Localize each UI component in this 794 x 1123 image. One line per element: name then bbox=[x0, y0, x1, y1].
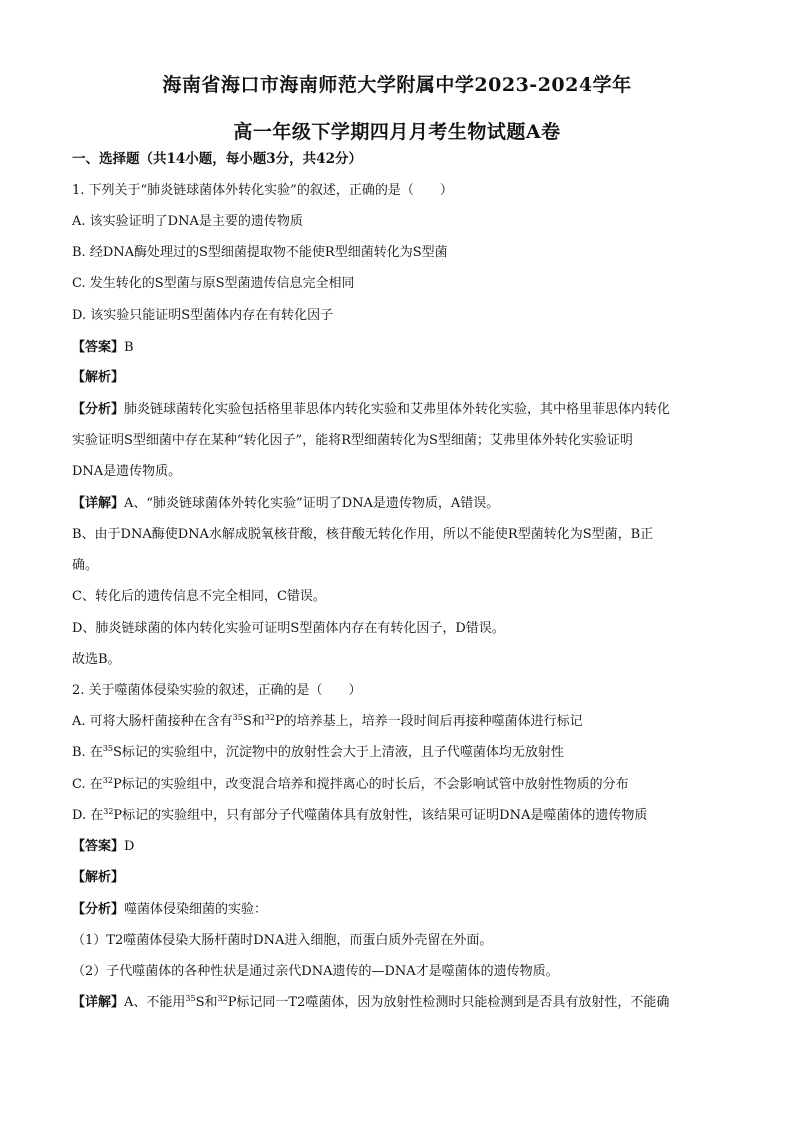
question-2-fenxi-line-3: （2）子代噬菌体的各种性状是通过亲代DNA遗传的—DNA才是噬菌体的遗传物质。 bbox=[72, 964, 559, 979]
question-1-option-b: B. 经DNA酶处理过的S型细菌提取物不能使R型细菌转化为S型菌 bbox=[72, 245, 448, 260]
question-2-option-d bbox=[72, 808, 732, 824]
text-run: P标记的实验组中，只有部分子代噬菌体具有放射性，该结果可证明DNA是噬菌体的遗传物质 bbox=[113, 808, 648, 823]
question-2-answer bbox=[72, 839, 732, 855]
question-1-answer bbox=[72, 340, 732, 356]
text-run: B. 在 bbox=[72, 745, 103, 760]
xiangjie-tag: 【详解】 bbox=[72, 496, 125, 511]
text-run: P的培养基上，培养一段时间后再接种噬菌体进行标记 bbox=[274, 714, 583, 729]
text-run: A. 可将大肠杆菌接种在含有 bbox=[72, 714, 233, 729]
answer-value: D bbox=[124, 839, 135, 854]
text-run: S和 bbox=[195, 995, 218, 1010]
question-2-option-a bbox=[72, 714, 732, 730]
question-1-fenxi-line-1 bbox=[72, 402, 732, 418]
question-1-detail-c: C、转化后的遗传信息不完全相同，C错误。 bbox=[72, 589, 326, 604]
fenxi-text: 噬菌体侵染细菌的实验： bbox=[124, 902, 268, 917]
text-run: C. 在 bbox=[72, 777, 103, 792]
question-2-fenxi-line-1 bbox=[72, 902, 732, 918]
fenxi-tag: 【分析】 bbox=[72, 902, 125, 917]
answer-value: B bbox=[124, 340, 134, 355]
question-1-stem: 1. 下列关于“肺炎链球菌体外转化实验”的叙述，正确的是（ ） bbox=[72, 183, 453, 198]
text-run: P标记同一T2噬菌体，因为放射性检测时只能检测到是否具有放射性，不能确 bbox=[227, 995, 670, 1010]
document-title-line-1: 海南省海口市海南师范大学附属中学2023-2024学年 bbox=[162, 74, 632, 96]
text-run: S标记的实验组中，沉淀物中的放射性会大于上清液，且子代噬菌体均无放射性 bbox=[113, 745, 564, 760]
question-2-option-c bbox=[72, 777, 732, 793]
question-1-analysis-tag: 【解析】 bbox=[72, 370, 125, 385]
text-run: P标记的实验组中，改变混合培养和搅拌离心的时长后，不会影响试管中放射性物质的分布 bbox=[112, 777, 629, 792]
question-2-detail-a bbox=[72, 995, 732, 1011]
superscript: 32 bbox=[264, 713, 275, 722]
text-run: S和 bbox=[242, 714, 265, 729]
section-heading: 一、选择题（共14小题，每小题3分，共42分） bbox=[72, 151, 362, 167]
xiangjie-tag: 【详解】 bbox=[72, 995, 125, 1010]
fenxi-tag: 【分析】 bbox=[72, 402, 125, 417]
question-1-fenxi-line-3: DNA是遗传物质。 bbox=[72, 464, 182, 479]
text-run: D. 在 bbox=[72, 808, 104, 823]
superscript: 32 bbox=[102, 776, 113, 785]
answer-tag: 【答案】 bbox=[72, 340, 125, 355]
question-2-stem: 2. 关于噬菌体侵染实验的叙述，正确的是（ ） bbox=[72, 683, 362, 698]
superscript: 35 bbox=[185, 994, 196, 1003]
superscript: 32 bbox=[217, 994, 228, 1003]
superscript: 35 bbox=[232, 713, 243, 722]
question-2-option-b bbox=[72, 745, 732, 761]
question-1-detail-b-line-2: 确。 bbox=[72, 558, 99, 573]
question-2-analysis-tag: 【解析】 bbox=[72, 870, 125, 885]
question-1-detail-a bbox=[72, 496, 732, 512]
question-2-fenxi-line-2: （1）T2噬菌体侵染大肠杆菌时DNA进入细胞，而蛋白质外壳留在外面。 bbox=[72, 933, 493, 948]
detail-text: A、“肺炎链球菌体外转化实验”证明了DNA是遗传物质，A错误。 bbox=[124, 496, 500, 511]
document-title-line-2: 高一年级下学期四月月考生物试题A卷 bbox=[233, 121, 561, 143]
fenxi-text: 肺炎链球菌转化实验包括格里菲思体内转化实验和艾弗里体外转化实验，其中格里菲思体内转化 bbox=[124, 402, 671, 417]
text-run: A、不能用 bbox=[124, 995, 186, 1010]
question-1-detail-b-line-1: B、由于DNA酶使DNA水解成脱氧核苷酸，核苷酸无转化作用，所以不能使R型菌转化为S型菌，B正 bbox=[72, 527, 654, 542]
question-1-option-c: C. 发生转化的S型菌与原S型菌遗传信息完全相同 bbox=[72, 276, 355, 291]
superscript: 35 bbox=[102, 744, 114, 753]
question-1-option-d: D. 该实验只能证明S型菌体内存在有转化因子 bbox=[72, 308, 334, 323]
superscript: 32 bbox=[103, 807, 114, 816]
answer-tag: 【答案】 bbox=[72, 839, 125, 854]
question-1-detail-d: D、肺炎链球菌的体内转化实验可证明S型菌体内存在有转化因子，D错误。 bbox=[72, 621, 505, 636]
question-1-fenxi-line-2: 实验证明S型细菌中存在某种“转化因子”，能将R型细菌转化为S型细菌；艾弗里体外转化实验证明 bbox=[72, 433, 633, 448]
question-1-option-a: A. 该实验证明了DNA是主要的遗传物质 bbox=[72, 214, 303, 229]
question-1-conclusion: 故选B。 bbox=[72, 652, 121, 667]
